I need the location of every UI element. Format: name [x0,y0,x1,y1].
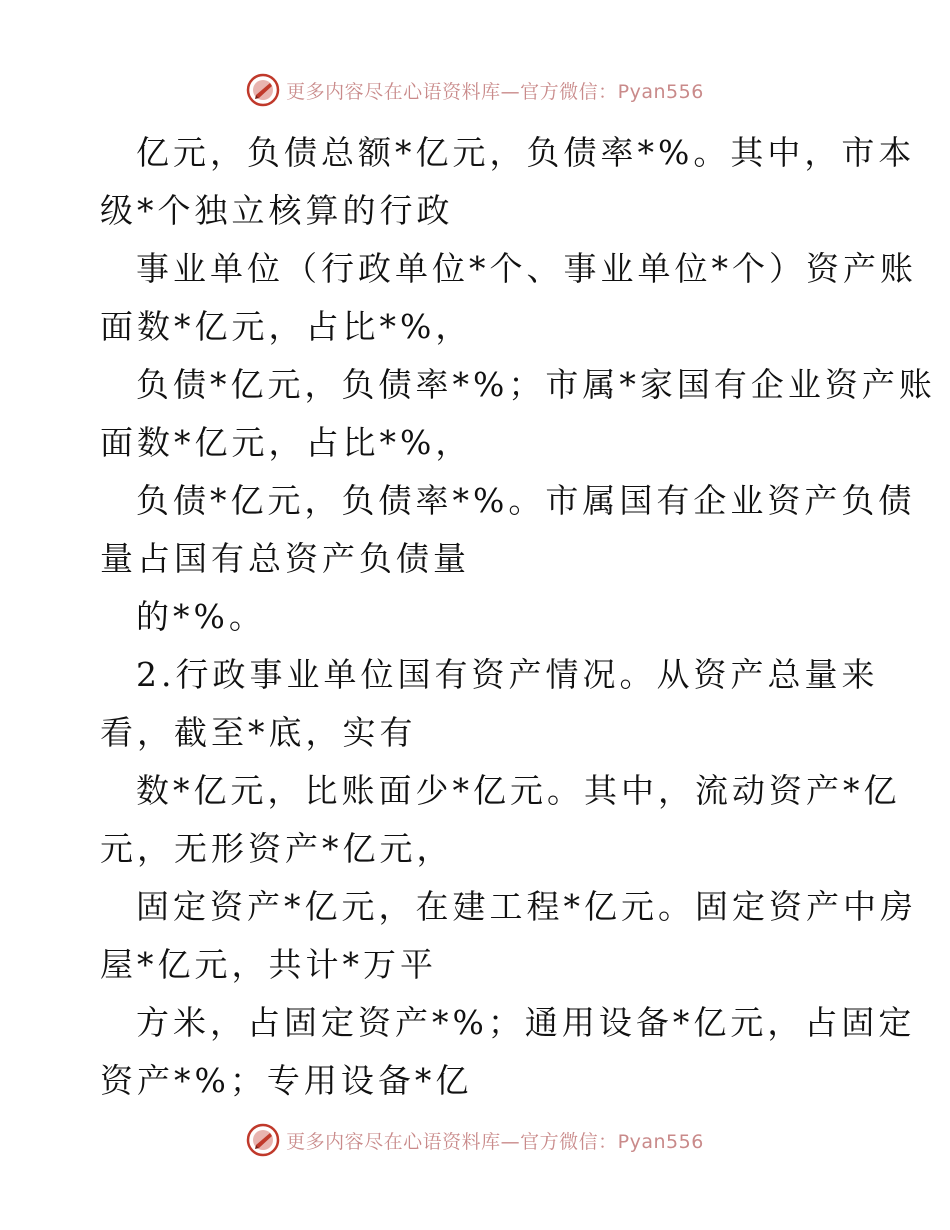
text-line: 负债*亿元，负债率*%。市属国有企业资产负债 [136,481,916,520]
text-line: 面数*亿元，占比*%， [100,307,473,346]
text-line: 负债*亿元，负债率*%；市属*家国有企业资产账 [136,365,936,404]
watermark-text: 更多内容尽在心语资料库—官方微信：Pyan556 [286,1130,704,1153]
footer-watermark [0,1120,950,1160]
text-line: 面数*亿元，占比*%， [100,423,473,462]
text-line: 量占国有总资产负债量 [100,539,470,578]
red-seal-icon [246,1123,280,1157]
text-line: 事业单位（行政单位*个、事业单位*个）资产账 [136,249,917,288]
text-line: 看，截至*底，实有 [100,713,417,752]
text-line: 数*亿元，比账面少*亿元。其中，流动资产*亿 [136,771,901,810]
text-line: 亿元，负债总额*亿元，负债率*%。其中，市本 [136,133,916,172]
header-watermark [0,70,950,110]
body-text-block [0,124,950,1110]
text-line: 资产*%；专用设备*亿 [100,1061,473,1100]
text-line: 级*个独立核算的行政 [100,191,454,230]
red-seal-icon [246,73,280,107]
text-line: 元，无形资产*亿元， [100,829,454,868]
text-line: 方米，占固定资产*%；通用设备*亿元，占固定 [136,1003,916,1042]
text-line: 的*%。 [136,597,266,636]
text-line: 固定资产*亿元，在建工程*亿元。固定资产中房 [136,887,917,926]
watermark-text: 更多内容尽在心语资料库—官方微信：Pyan556 [286,80,704,103]
text-line: 屋*亿元，共计*万平 [100,945,437,984]
text-line: 2.行政事业单位国有资产情况。从资产总量来 [136,655,879,694]
